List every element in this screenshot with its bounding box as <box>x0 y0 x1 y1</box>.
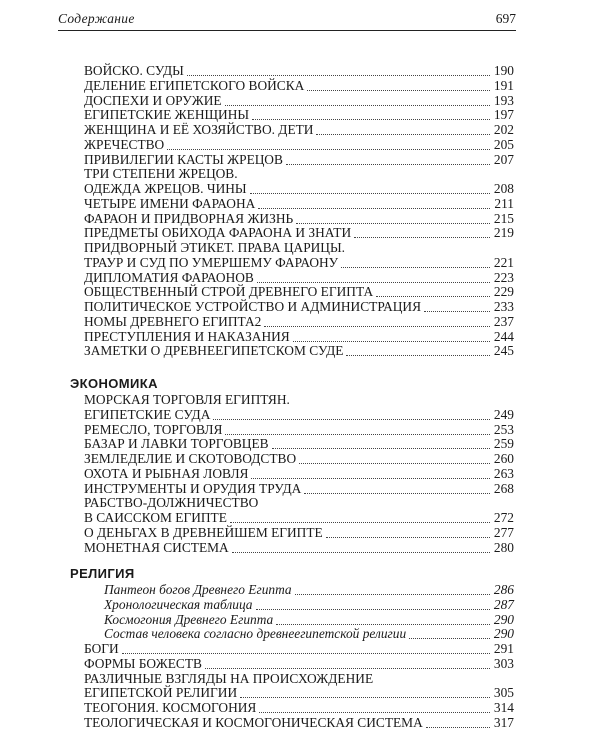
toc-entry-title: ПРЕСТУПЛЕНИЯ И НАКАЗАНИЯ <box>84 328 290 344</box>
toc-entry-page-number: 303 <box>493 655 514 671</box>
toc-entry-page-number: 277 <box>493 524 514 540</box>
toc-entry-page-number: 208 <box>493 181 514 196</box>
toc-entry-title: ЖРЕЧЕСТВО <box>84 136 165 152</box>
toc-entry-title: Состав человека согласно древнеегипетской религии <box>104 626 407 642</box>
toc-entry-title: ОБЩЕСТВЕННЫЙ СТРОЙ ДРЕВНЕГО ЕГИПТА <box>84 284 374 300</box>
toc-entry-title: МОНЕТНАЯ СИСТЕМА <box>84 539 229 555</box>
running-head-page-number: 697 <box>495 11 516 26</box>
toc-entry-page-number: 211 <box>494 195 514 211</box>
toc-entry[interactable] <box>84 511 514 525</box>
toc-entry-title: ФАРАОН И ПРИДВОРНАЯ ЖИЗНЬ <box>84 210 294 226</box>
dot-leader <box>257 282 490 283</box>
section-heading: ЭКОНОМИКА <box>70 376 158 391</box>
toc-entry-title: ПРИДВОРНЫЙ ЭТИКЕТ. ПРАВА ЦАРИЦЫ. <box>84 240 346 255</box>
dot-leader <box>205 668 490 669</box>
dot-leader <box>232 552 490 553</box>
dot-leader <box>264 326 490 327</box>
dot-leader <box>272 448 490 449</box>
running-head <box>58 9 516 29</box>
toc-entry-title: ТЕОЛОГИЧЕСКАЯ И КОСМОГОНИЧЕСКАЯ СИСТЕМА <box>84 714 423 730</box>
dot-leader <box>316 134 490 135</box>
dot-leader <box>376 296 490 297</box>
toc-entry[interactable] <box>84 467 514 481</box>
toc-entry[interactable] <box>84 408 514 422</box>
dot-leader <box>252 119 490 120</box>
dot-leader <box>341 267 490 268</box>
toc-entry-title: ДОСПЕХИ И ОРУЖИЕ <box>84 92 222 108</box>
toc-entry[interactable] <box>84 393 514 407</box>
toc-entry[interactable] <box>84 657 514 671</box>
toc-entry[interactable] <box>84 672 514 686</box>
toc-entry-page-number: 237 <box>493 313 514 329</box>
dot-leader <box>259 712 490 713</box>
toc-entry-page-number: 219 <box>493 225 514 241</box>
toc-entry-title: РАЗЛИЧНЫЕ ВЗГЛЯДЫ НА ПРОИСХОЖДЕНИЕ <box>84 670 374 686</box>
dot-leader <box>258 208 490 209</box>
toc-entry[interactable] <box>84 716 514 730</box>
header-rule <box>58 30 516 31</box>
toc-entry-title: ПОЛИТИЧЕСКОЕ УСТРОЙСТВО И АДМИНИСТРАЦИЯ <box>84 299 422 314</box>
toc-entry[interactable] <box>84 423 514 437</box>
dot-leader <box>276 624 490 625</box>
toc-entry-page-number: 202 <box>493 122 514 137</box>
toc-entry-title: ПРЕДМЕТЫ ОБИХОДА ФАРАОНА И ЗНАТИ <box>84 225 352 241</box>
toc-entry[interactable] <box>84 285 514 299</box>
toc-entry-title: ТРИ СТЕПЕНИ ЖРЕЦОВ. <box>84 166 238 182</box>
toc-entry-title: ПРИВИЛЕГИИ КАСТЫ ЖРЕЦОВ <box>84 151 283 167</box>
toc-entry-title: РЕМЕСЛО, ТОРГОВЛЯ <box>84 421 223 437</box>
toc-entry-title: ОДЕЖДА ЖРЕЦОВ. ЧИНЫ <box>84 181 247 196</box>
dot-leader <box>256 609 490 610</box>
toc-entry[interactable] <box>84 241 514 255</box>
toc-entry[interactable] <box>84 452 514 466</box>
toc-entry[interactable] <box>84 642 514 656</box>
toc-entry[interactable] <box>84 701 514 715</box>
toc-entry-title: НОМЫ ДРЕВНЕГО ЕГИПТА2 <box>84 313 262 329</box>
toc-entry-page-number: 317 <box>493 714 514 730</box>
toc-entry[interactable] <box>84 94 514 108</box>
dot-leader <box>296 223 490 224</box>
dot-leader <box>230 522 490 523</box>
toc-entry-title: БАЗАР И ЛАВКИ ТОРГОВЦЕВ <box>84 436 269 452</box>
toc-entry[interactable] <box>84 108 514 122</box>
toc-entry-title: Пантеон богов Древнего Египта <box>104 582 292 597</box>
toc-entry-page-number: 223 <box>493 269 514 285</box>
toc-entry-title: ТРАУР И СУД ПО УМЕРШЕМУ ФАРАОНУ <box>84 254 339 270</box>
toc-entry-title: О ДЕНЬГАХ В ДРЕВНЕЙШЕМ ЕГИПТЕ <box>84 524 323 540</box>
dot-leader <box>295 594 490 595</box>
toc-entry[interactable] <box>84 330 514 344</box>
toc-entry-page-number: 221 <box>493 254 514 270</box>
toc-entry-title: РАБСТВО-ДОЛЖНИЧЕСТВО <box>84 495 259 511</box>
toc-entry[interactable] <box>84 300 514 314</box>
toc-entry-title: ЕГИПЕТСКИЕ ЖЕНЩИНЫ <box>84 107 250 123</box>
toc-entry[interactable] <box>84 197 514 211</box>
toc-entry-page-number: 245 <box>493 343 514 359</box>
toc-entry-page-number: 233 <box>493 299 514 314</box>
toc-entry-page-number: 190 <box>493 63 514 78</box>
toc-entry-page-number: 229 <box>493 284 514 300</box>
dot-leader <box>307 90 490 91</box>
toc-entry-page-number: 253 <box>493 421 514 437</box>
dot-leader <box>346 355 490 356</box>
toc-entry-title: ЗАМЕТКИ О ДРЕВНЕЕГИПЕТСКОМ СУДЕ <box>84 343 344 359</box>
toc-entry-title: ДИПЛОМАТИЯ ФАРАОНОВ <box>84 269 254 285</box>
dot-leader <box>409 638 490 639</box>
toc-entry-title: ЗЕМЛЕДЕЛИЕ И СКОТОВОДСТВО <box>84 451 297 466</box>
toc-entry-title: ТЕОГОНИЯ. КОСМОГОНИЯ <box>84 700 257 715</box>
toc-entry-page-number: 280 <box>493 539 514 555</box>
toc-entry-page-number: 207 <box>493 151 514 167</box>
toc-entry-page-number: 272 <box>493 510 514 525</box>
toc-entry[interactable] <box>84 526 514 540</box>
toc-entry-page-number: 268 <box>493 480 514 496</box>
toc-entry-title: ЖЕНЩИНА И ЕЁ ХОЗЯЙСТВО. ДЕТИ <box>84 122 314 137</box>
dot-leader <box>293 341 490 342</box>
toc-entry-page-number: 249 <box>493 406 514 422</box>
dot-leader <box>304 493 490 494</box>
toc-entry[interactable] <box>84 583 514 597</box>
toc-entry-page-number: 244 <box>493 328 514 344</box>
toc-entry-page-number: 290 <box>493 626 514 642</box>
dot-leader <box>250 193 490 194</box>
dot-leader <box>251 478 490 479</box>
toc-entry[interactable] <box>84 686 514 700</box>
toc-entry[interactable] <box>84 437 514 451</box>
toc-entry-page-number: 259 <box>493 436 514 452</box>
toc-entry[interactable] <box>84 182 514 196</box>
toc-entry[interactable] <box>84 256 514 270</box>
toc-entry[interactable] <box>84 212 514 226</box>
toc-entry-title: ФОРМЫ БОЖЕСТВ <box>84 655 202 671</box>
toc-entry[interactable] <box>84 496 514 510</box>
toc-entry[interactable] <box>84 123 514 137</box>
toc-entry-page-number: 197 <box>493 107 514 123</box>
toc-entry[interactable] <box>84 79 514 93</box>
section-heading: РЕЛИГИЯ <box>70 566 135 581</box>
toc-entry[interactable] <box>84 271 514 285</box>
toc-entry-page-number: 305 <box>493 685 514 701</box>
toc-entry-title: Космогония Древнего Египта <box>104 611 274 627</box>
toc-entry-page-number: 291 <box>493 641 514 656</box>
dot-leader <box>225 105 490 106</box>
dot-leader <box>326 537 490 538</box>
toc-entry[interactable] <box>84 315 514 329</box>
dot-leader <box>167 149 490 150</box>
toc-entry[interactable] <box>84 226 514 240</box>
toc-entry[interactable] <box>84 153 514 167</box>
toc-entry[interactable] <box>84 167 514 181</box>
toc-entry-page-number: 314 <box>493 700 514 715</box>
toc-entry[interactable] <box>84 344 514 358</box>
dot-leader <box>354 237 490 238</box>
toc-entry-page-number: 260 <box>493 451 514 466</box>
toc-entry-page-number: 287 <box>493 596 514 612</box>
toc-entry-title: ЕГИПЕТСКОЙ РЕЛИГИИ <box>84 685 238 701</box>
dot-leader <box>424 311 490 312</box>
dot-leader <box>187 75 490 76</box>
toc-entry[interactable] <box>84 482 514 496</box>
dot-leader <box>225 434 490 435</box>
toc-entry-page-number: 193 <box>493 92 514 108</box>
toc-entry-title: ЧЕТЫРЕ ИМЕНИ ФАРАОНА <box>84 195 256 211</box>
dot-leader <box>122 653 490 654</box>
toc-entry-page-number: 205 <box>493 136 514 152</box>
toc-entry-page-number: 191 <box>493 77 514 93</box>
toc-entry-title: Хронологическая таблица <box>104 596 253 612</box>
toc-entry-page-number: 290 <box>493 611 514 627</box>
toc-entry-title: ИНСТРУМЕНТЫ И ОРУДИЯ ТРУДА <box>84 480 302 496</box>
toc-entry-page-number: 215 <box>493 210 514 226</box>
dot-leader <box>286 164 490 165</box>
toc-entry-title: ДЕЛЕНИЕ ЕГИПЕТСКОГО ВОЙСКА <box>84 77 305 93</box>
toc-entry-title: БОГИ <box>84 641 119 656</box>
toc-entry[interactable] <box>84 598 514 612</box>
dot-leader <box>299 463 490 464</box>
toc-entry-title: МОРСКАЯ ТОРГОВЛЯ ЕГИПТЯН. <box>84 392 290 407</box>
toc-entry-title: В САИССКОМ ЕГИПТЕ <box>84 510 227 525</box>
toc-entry[interactable] <box>84 64 514 78</box>
toc-entry[interactable] <box>84 613 514 627</box>
toc-entry-title: ВОЙСКО. СУДЫ <box>84 63 184 78</box>
toc-entry[interactable] <box>84 541 514 555</box>
dot-leader <box>213 419 490 420</box>
toc-entry-page-number: 263 <box>493 465 514 481</box>
dot-leader <box>240 697 490 698</box>
toc-entry-title: ОХОТА И РЫБНАЯ ЛОВЛЯ <box>84 465 249 481</box>
running-head-title: Содержание <box>58 11 135 26</box>
dot-leader <box>426 727 490 728</box>
toc-entry-page-number: 286 <box>493 582 514 597</box>
toc-entry[interactable] <box>84 138 514 152</box>
toc-entry-title: ЕГИПЕТСКИЕ СУДА <box>84 406 211 422</box>
toc-entry[interactable] <box>84 627 514 641</box>
